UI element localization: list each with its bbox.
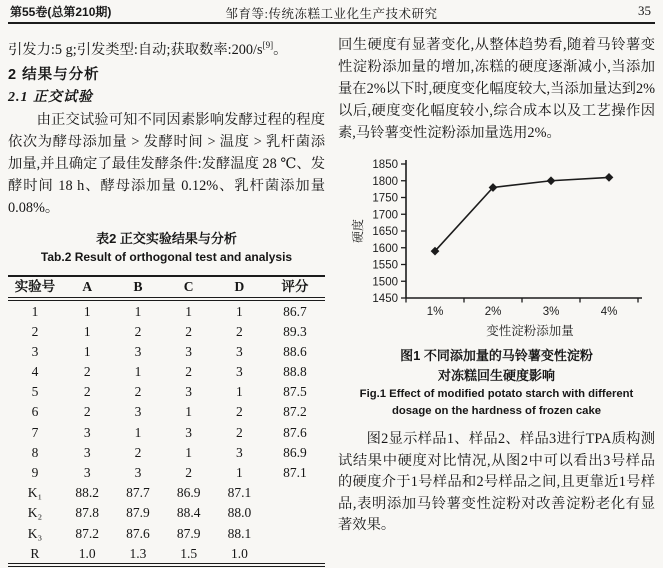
figure1-caption-en-line2: dosage on the hardness of frozen cake (391, 405, 602, 417)
subsection-heading: 2.1 正交试验 (8, 89, 93, 105)
header-rule (8, 22, 655, 24)
table-cell: 1 (185, 444, 193, 460)
paragraph-method (8, 34, 325, 61)
table-cell: K₁ (27, 485, 43, 501)
table-cell: 1 (185, 303, 193, 319)
table-cell: 8 (31, 444, 39, 460)
table-cell: 88.2 (75, 485, 100, 501)
table-caption-en: Tab.2 Result of orthogonal test and analysis (40, 249, 293, 264)
figure1-chart-area (338, 150, 655, 346)
y-tick-label: 1800 (372, 175, 398, 188)
table-header-cell: 实验号 (14, 279, 56, 295)
table-cell: 2 (134, 444, 142, 460)
table-cell: 88.4 (176, 505, 201, 521)
table-cell: 1 (83, 323, 91, 339)
table-cell: 86.7 (283, 303, 307, 319)
table-cell: 2 (31, 323, 39, 339)
table-cell: 1 (134, 424, 142, 440)
table-cell: 1.0 (78, 545, 96, 561)
y-tick-label: 1700 (372, 209, 398, 222)
table-row (8, 422, 325, 442)
paragraph-tpa: 图2显示样品1、样品2、样品3进行TPA质构测试结果中硬度对比情况,从图2中可以看出3号样品的硬度介于1号样品和2号样品之间,且更靠近1号样品,表明添加马铃薯变性淀粉对改善淀粉老化有显著效果。 (338, 431, 655, 534)
y-tick-label: 1500 (372, 276, 398, 289)
left-column (8, 34, 325, 567)
table-cell: 1.5 (180, 545, 198, 561)
table-cell: 87.8 (75, 505, 100, 521)
paragraph-hardness: 回生硬度有显著变化,从整体趋势看,随着马铃薯变性淀粉添加量的增加,冻糕的硬度逐渐减小,当添加量在2%以下时,硬度变化幅度较大,当添加量达到2%以后,硬度变化幅度较小,综合成本以及工艺操作因素,马铃薯变性淀粉添加量选用2%。 (338, 37, 655, 141)
table-row (8, 442, 325, 462)
x-tick-label: 1% (426, 306, 444, 318)
table-cell: 5 (31, 384, 39, 400)
table-row (8, 321, 325, 341)
table-cell: 7 (31, 424, 39, 440)
table-cell: 88.6 (283, 343, 307, 359)
table-cell: 2 (185, 364, 193, 380)
table-header-cell: A (82, 279, 93, 295)
table-row (8, 523, 325, 543)
y-tick-label: 1550 (372, 259, 398, 272)
table-cell: 4 (31, 364, 39, 380)
data-point-diamond (547, 176, 556, 185)
table-header-cell: C (183, 279, 194, 295)
table-cell: 2 (134, 323, 142, 339)
table-cell: 3 (83, 465, 91, 481)
table-cell: 88.1 (227, 525, 252, 541)
x-tick-label: 4% (600, 306, 618, 318)
x-tick-label: 3% (542, 306, 560, 318)
table-cell: 1 (185, 404, 193, 420)
table-cell: 3 (185, 343, 193, 359)
table-cell: 1 (83, 303, 91, 319)
table-cell (265, 503, 325, 523)
table-cell: 1 (236, 384, 243, 400)
table-cell: 86.9 (283, 444, 307, 460)
table-cell: 9 (31, 465, 39, 481)
table-cell (265, 543, 325, 565)
data-point-diamond (605, 173, 614, 182)
volume-issue-label: 第55卷(总第210期) (10, 5, 112, 19)
table-cell: 87.1 (283, 465, 307, 481)
table-cell: 2 (185, 323, 193, 339)
table-row (8, 402, 325, 422)
table-cell: 3 (83, 424, 91, 440)
paragraph-orthogonal: 由正交试验可知不同因素影响发酵过程的程度依次为酵母添加量 > 发酵时间 > 温度 > 乳杆菌添加量,并且确定了最佳发酵条件:发酵温度 28 ℃、发酵时间 18 h、酵母添加量 0.12%、乳杆菌添加量 0.08%。 (8, 111, 325, 216)
y-tick-label: 1600 (372, 242, 398, 255)
table-header-cell: 评分 (281, 279, 309, 295)
x-tick-label: 2% (484, 306, 502, 318)
table-row (8, 543, 325, 565)
table-row (8, 483, 325, 503)
table-cell: 2 (236, 323, 243, 339)
table-cell: 88.8 (283, 364, 307, 380)
table-cell: 88.0 (227, 505, 252, 521)
table-cell: 87.6 (283, 424, 307, 440)
table-cell: 1 (236, 303, 243, 319)
table-cell: K₃ (27, 525, 43, 541)
table-header-cell: B (133, 279, 143, 295)
table-cell: 3 (185, 424, 193, 440)
table-cell: R (30, 545, 40, 561)
table-row (8, 503, 325, 523)
table-cell: 3 (134, 343, 142, 359)
table-cell: 87.7 (126, 485, 150, 501)
y-axis-label: 硬度 (351, 218, 365, 244)
table-header-cell: D (234, 279, 245, 295)
figure1-caption-en-line1: Fig.1 Effect of modified potato starch with different (359, 388, 634, 400)
table-row (8, 462, 325, 482)
section-heading: 2 结果与分析 (8, 66, 100, 83)
table-cell: 3 (236, 444, 243, 460)
table-cell: 3 (134, 404, 142, 420)
paragraph-method-text: 引发力:5 g;引发类型:自动;获取数率:200/s (8, 41, 263, 58)
table-cell: 2 (83, 404, 91, 420)
table-cell: 1 (83, 343, 91, 359)
table-cell: 1 (236, 465, 243, 481)
table-cell: 87.9 (126, 505, 150, 521)
table-cell: 87.9 (176, 525, 201, 541)
table-cell: 87.6 (126, 525, 150, 541)
table-cell: 6 (31, 404, 39, 420)
table-cell: 3 (83, 444, 91, 460)
table-cell: 87.2 (283, 404, 307, 420)
page-header (10, 3, 653, 21)
table-row (8, 382, 325, 402)
table-cell: 2 (236, 424, 243, 440)
table-row (8, 362, 325, 382)
figure1-caption-zh-line1: 图1 不同添加量的马铃薯变性淀粉 (400, 348, 593, 363)
table-cell: 87.2 (75, 525, 100, 541)
table-cell: 2 (185, 465, 193, 481)
y-tick-label: 1650 (372, 226, 398, 238)
table-cell: 3 (236, 364, 243, 380)
figure1-caption-zh-line2: 对冻糕回生硬度影响 (437, 368, 555, 383)
table-cell: 3 (236, 343, 243, 359)
table-cell (265, 523, 325, 543)
table-cell: 3 (31, 343, 39, 359)
y-tick-label: 1450 (372, 293, 398, 305)
table-cell: 1.3 (129, 545, 147, 561)
table-header-row (8, 276, 325, 299)
page-number: 35 (638, 3, 651, 18)
data-line (435, 177, 609, 251)
table-caption-zh: 表2 正交实验结果与分析 (96, 230, 237, 246)
x-axis-label: 变性淀粉添加量 (486, 324, 574, 338)
table-cell: 1 (134, 303, 142, 319)
table-cell: 1 (31, 303, 39, 319)
running-title: 邹育等:传统冻糕工业化生产技术研究 (225, 7, 438, 21)
table-cell (265, 483, 325, 503)
table-cell: 87.5 (283, 384, 307, 400)
citation-superscript: [9] (262, 40, 274, 50)
table-cell: 2 (134, 384, 142, 400)
table-row (8, 299, 325, 321)
right-column (338, 34, 655, 537)
table-cell: 1.0 (230, 545, 248, 561)
table-cell: 3 (134, 465, 142, 481)
table-cell: 2 (83, 364, 91, 380)
orthogonal-table (8, 275, 325, 568)
table-cell: 1 (134, 364, 142, 380)
table-cell: 2 (236, 404, 243, 420)
table-cell: 3 (185, 384, 193, 400)
table-cell: 2 (83, 384, 91, 400)
table-cell: 87.1 (227, 485, 252, 501)
table-cell: 89.3 (283, 323, 307, 339)
paragraph-method-tail: 。 (273, 41, 288, 58)
table-row (8, 341, 325, 361)
hardness-chart (338, 150, 655, 346)
table-cell: K₂ (27, 505, 43, 521)
y-tick-label: 1850 (372, 159, 398, 171)
table-cell: 86.9 (176, 485, 201, 501)
y-tick-label: 1750 (372, 192, 398, 205)
